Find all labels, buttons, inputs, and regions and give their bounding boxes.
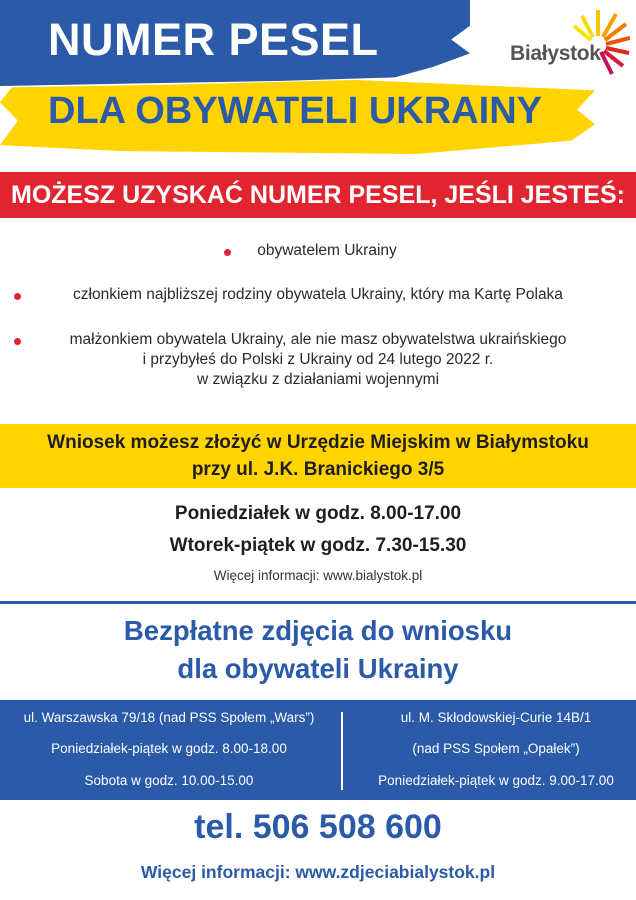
page-subtitle: DLA OBYWATELI UKRAINY bbox=[48, 90, 542, 132]
logo-text: Białystok bbox=[510, 42, 601, 65]
phone-number: tel. 506 508 600 bbox=[194, 808, 442, 846]
eligibility-item-3: małżonkiem obywatela Ukrainy, ale nie masz obywatelstwa ukraińskiego i przybyłeś do Polski z Ukrainy od 24 lutego 2022 r. w związku z działaniami wojennymi bbox=[69, 331, 567, 388]
location-right-address-note: (nad PSS Społem „Opałek”) bbox=[412, 741, 580, 756]
eligibility-item-2: członkiem najbliższej rodziny obywatela Ukrainy, który ma Kartę Polaka bbox=[73, 286, 563, 303]
photos-heading: Bezpłatne zdjęcia do wniosku dla obywateli Ukrainy bbox=[123, 615, 513, 684]
office-address-band bbox=[0, 424, 636, 488]
location-left-address: ul. Warszawska 79/18 (nad PSS Społem „Wars”) bbox=[23, 710, 315, 725]
bialystok-logo bbox=[510, 6, 630, 80]
office-line-1: Wniosek możesz złożyć w Urzędzie Miejskim w Białymstoku bbox=[47, 432, 589, 453]
page-title: NUMER PESEL bbox=[48, 14, 379, 65]
photo-locations-panel bbox=[0, 700, 636, 800]
photos-more-info: Więcej informacji: www.zdjeciabialystok.pl bbox=[140, 862, 496, 882]
location-left-hours-weekdays: Poniedziałek-piątek w godz. 8.00-18.00 bbox=[51, 741, 287, 756]
location-right-hours-weekdays: Poniedziałek-piątek w godz. 9.00-17.00 bbox=[378, 773, 614, 788]
office-hours-tue-fri: Wtorek-piątek w godz. 7.30-15.30 bbox=[169, 535, 467, 556]
eligibility-item-1: obywatelem Ukrainy bbox=[257, 242, 397, 259]
office-line-2: przy ul. J.K. Branickiego 3/5 bbox=[191, 459, 445, 480]
eligibility-heading: MOŻESZ UZYSKAĆ NUMER PESEL, JEŚLI JESTEŚ: bbox=[0, 172, 636, 218]
location-right-address: ul. M. Skłodowskiej-Curie 14B/1 bbox=[400, 710, 592, 725]
divider bbox=[0, 601, 636, 604]
office-more-info: Więcej informacji: www.bialystok.pl bbox=[213, 568, 423, 583]
location-left-hours-saturday: Sobota w godz. 10.00-15.00 bbox=[84, 773, 254, 788]
office-hours-monday: Poniedziałek w godz. 8.00-17.00 bbox=[174, 503, 462, 524]
